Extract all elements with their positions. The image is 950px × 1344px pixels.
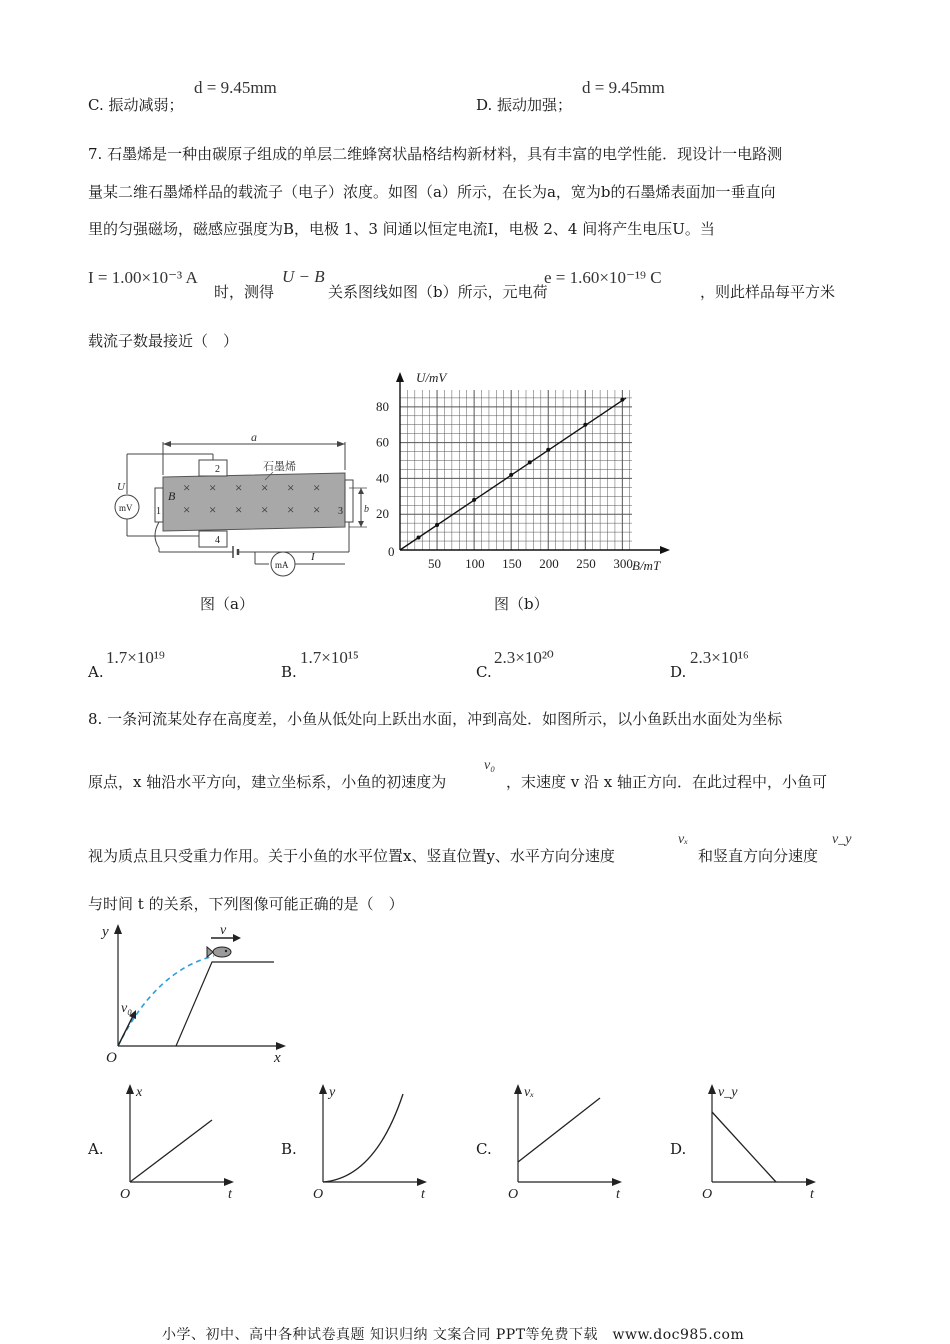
q8-line-1: 8. 一条河流某处存在高度差，小鱼从低处向上跃出水面，冲到高处．如图所示，以小鱼跃出水面处为坐标 [88,710,783,728]
q8-option-b-label: B. [281,1140,297,1158]
field-cross: × [235,502,243,517]
q6-option-d-label: D. 振动加强； [476,96,573,114]
q6-option-c-label: C. 振动减弱； [88,96,184,114]
q8-line-2-text-2: ，末速度 v 沿 x 轴正方向．在此过程中，小鱼可 [506,773,828,791]
field-cross: × [261,502,269,517]
axis-label-vx: vₓ [524,1085,535,1100]
q8-symbol-vy: v_y [832,832,852,847]
q7-line-4-text-2: 关系图线如图（b）所示，元电荷 [328,283,548,301]
fish-trajectory [118,956,214,1046]
data-point [528,460,532,464]
q8-option-a-graph [112,1082,242,1204]
field-cross: × [313,480,321,495]
figure-b-chart [374,370,674,580]
q7-option-a-label: A. [88,663,104,681]
q7-line-4-text-1: 时，测得 [214,283,275,301]
data-point [509,473,513,477]
axis-label-t: t [810,1187,814,1202]
y-tick-label: 40 [376,470,389,486]
q8-fish-diagram [96,920,296,1065]
v0-label: v₀ [121,1001,133,1016]
river-bank [176,962,274,1046]
x-axis-arrow [660,546,670,554]
q7-line-4-text-3: ，则此样品每平方米 [700,283,836,301]
label-a: a [251,430,257,444]
field-cross: × [287,502,295,517]
label-mV: mV [119,503,133,513]
field-cross: × [313,502,321,517]
q7-line-3: 里的匀强磁场，磁感应强度为B，电极 1、3 间通以恒定电流I，电极 2、4 间将产生电压U。当 [88,220,715,238]
q8-line-2-text-1: 原点，x 轴沿水平方向，建立坐标系，小鱼的初速度为 [88,773,447,791]
q7-line-2: 量某二维石墨烯样品的载流子（电子）浓度。如图（a）所示，在长为a，宽为b的石墨烯表面加一垂直向 [88,183,776,201]
q8-option-d-label: D. [670,1140,687,1158]
origin-label: O [702,1187,713,1202]
q7-formula-u-b: U − B [282,267,325,286]
x-tick-label: 100 [465,556,485,571]
q8-line-4: 与时间 t 的关系，下列图像可能正确的是（ ） [88,895,404,913]
data-point [583,423,587,427]
q8-option-a-label: A. [88,1140,104,1158]
data-point [472,498,476,502]
q7-line-1: 7. 石墨烯是一种由碳原子组成的单层二维蜂窝状晶格结构新材料，具有丰富的电学性能．现设计一电路测 [88,145,783,163]
graph-curve [323,1094,403,1182]
origin-label: O [120,1187,131,1202]
origin-label: O [508,1187,519,1202]
q7-line-5: 载流子数最接近（ ） [88,332,239,350]
v-label: v [220,923,227,938]
chart-origin-label: 0 [388,544,395,559]
chart-ylabel: U/mV [416,370,447,385]
axis-x-label: x [274,1050,281,1065]
label-I: I [311,551,315,563]
y-tick-label: 60 [376,434,389,450]
q8-option-d-graph [694,1082,824,1204]
label-B: B [168,489,176,503]
electrode-3: 3 [338,506,343,517]
label-b: b [364,504,369,515]
data-point [435,523,439,527]
label-U: U [117,481,125,493]
q6-option-d-formula: d = 9.45mm [582,78,665,97]
figure-a-circuit [105,430,380,580]
q8-line-3-text-1: 视为质点且只受重力作用。关于小鱼的水平位置x、竖直位置y、水平方向分速度 [88,847,615,865]
q8-line-3-text-2: 和竖直方向分速度 [698,847,819,865]
fig-b-caption: 图（b） [494,595,549,613]
electrode-2: 2 [215,464,220,475]
data-point [546,448,550,452]
axis-y-label: y [102,924,109,940]
field-cross: × [261,480,269,495]
axis-label-t: t [616,1187,620,1202]
x-tick-label: 150 [502,556,522,571]
q7-option-a-value: 1.7×10¹⁹ [106,648,165,667]
q8-option-c-label: C. [476,1140,492,1158]
q8-option-b-graph [305,1082,435,1204]
axis-label-t: t [421,1187,425,1202]
axis-label-y: y [329,1085,336,1100]
q7-option-d-label: D. [670,663,687,681]
q7-option-c-label: C. [476,663,492,681]
origin-label: O [106,1050,117,1065]
chart-series [400,398,626,550]
x-tick-label: 50 [428,556,442,571]
electrode-1: 1 [156,506,161,517]
label-graphene: 石墨烯 [263,461,296,473]
q8-option-c-graph [500,1082,630,1204]
field-cross: × [209,502,217,517]
y-axis-arrow [396,372,404,382]
q7-option-d-value: 2.3×10¹⁶ [690,648,749,667]
field-cross: × [287,480,295,495]
fish-icon [207,947,231,957]
origin-label: O [313,1187,324,1202]
axis-label-t: t [228,1187,232,1202]
q7-option-b-value: 1.7×10¹⁵ [300,648,359,667]
page-footer: 小学、初中、高中各种试卷真题 知识归纳 文案合同 PPT等免费下载 www.doc985.com [162,1327,745,1343]
q8-symbol-vx: vₓ [678,832,689,847]
field-cross: × [183,480,191,495]
q7-option-b-label: B. [281,663,297,681]
graph-line [712,1112,776,1182]
data-point [620,398,624,402]
x-tick-label: 200 [539,556,559,571]
q8-symbol-v0: v₀ [484,758,496,773]
x-tick-label: 300 [613,556,633,571]
label-mA: mA [275,560,289,570]
q7-formula-charge: e = 1.60×10⁻¹⁹ C [544,268,662,287]
fig-a-caption: 图（a） [200,595,254,613]
y-tick-label: 80 [376,398,389,414]
graph-line [518,1098,600,1162]
fit-line [400,398,626,550]
axis-label-vy: v_y [718,1085,738,1100]
graph-line [130,1120,212,1182]
field-cross: × [235,480,243,495]
q7-formula-current: I = 1.00×10⁻³ A [88,268,198,287]
q7-option-c-value: 2.3×10²⁰ [494,648,554,667]
electrode-4: 4 [215,535,220,546]
chart-xlabel: B/mT [632,558,661,573]
data-point [417,535,421,539]
x-tick-label: 250 [576,556,596,571]
field-cross: × [209,480,217,495]
field-cross: × [183,502,191,517]
y-tick-label: 20 [376,506,389,522]
q6-option-c-formula: d = 9.45mm [194,78,277,97]
axis-label-x: x [136,1085,143,1100]
